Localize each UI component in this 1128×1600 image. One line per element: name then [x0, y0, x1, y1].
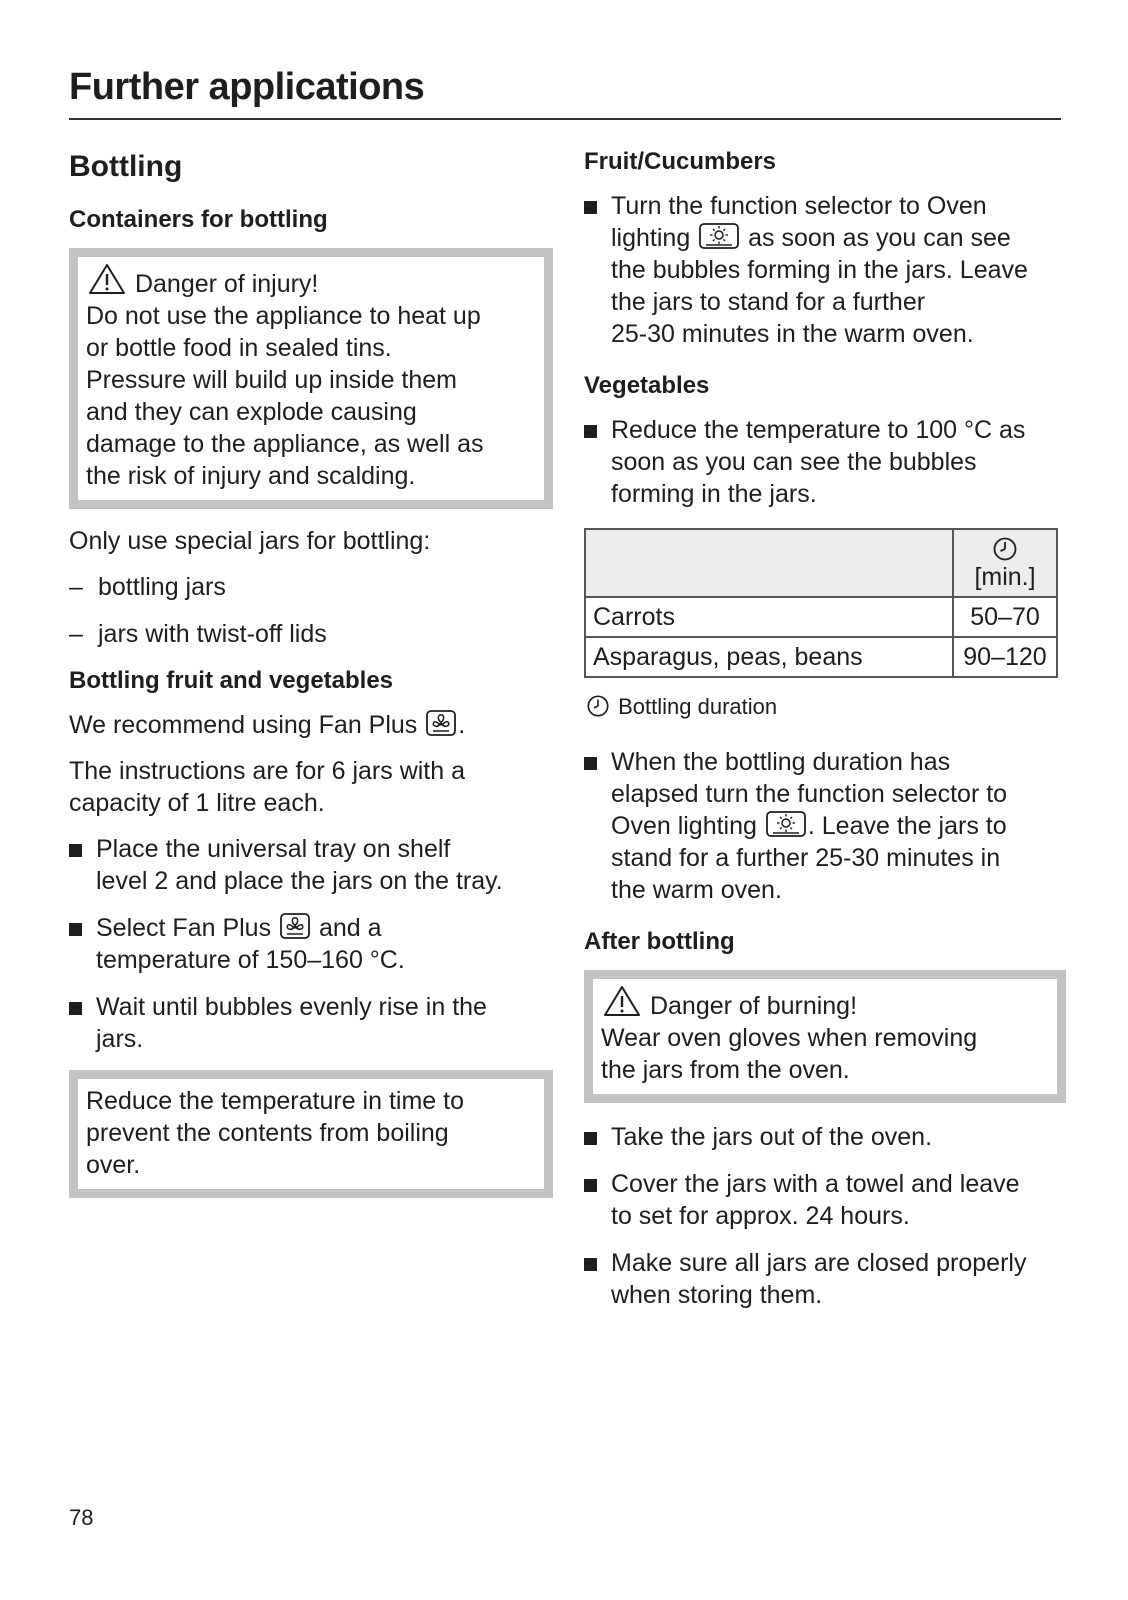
table-cell-duration: 50–70: [953, 597, 1057, 637]
step-line: Take the jars out of the oven.: [611, 1123, 933, 1151]
table-cell-name: Asparagus, peas, beans: [585, 637, 953, 677]
list-item: [584, 746, 1066, 906]
step-line: Make sure all jars are closed properly: [611, 1249, 1027, 1277]
special-jars-intro: Only use special jars for bottling:: [69, 527, 431, 555]
list-item: [69, 912, 553, 976]
step-line: Wait until bubbles evenly rise in the: [96, 993, 487, 1021]
warning-triangle-icon: [603, 985, 641, 1017]
oven-lighting-icon: [766, 811, 806, 837]
table-header-row: [585, 529, 1057, 597]
injury-warning-line: the risk of injury and scalding.: [86, 462, 416, 490]
step-line: forming in the jars.: [611, 480, 817, 508]
step-line: . Leave the jars to: [807, 812, 1007, 840]
injury-warning-line: Do not use the appliance to heat up: [86, 302, 481, 330]
step-line: the warm oven.: [611, 876, 782, 904]
step-line: elapsed turn the function selector to: [611, 780, 1008, 808]
injury-warning-box: [69, 248, 553, 509]
duration-table: [584, 528, 1058, 678]
fan-plus-icon: [280, 913, 310, 939]
instructions-line: The instructions are for 6 jars with a: [69, 757, 465, 785]
instructions-paragraph: [69, 755, 553, 819]
injury-warning-line: and they can explode causing: [86, 398, 417, 426]
section-title: Bottling: [69, 150, 183, 183]
step-line: jars.: [96, 1025, 144, 1053]
burn-warning-line: the jars from the oven.: [601, 1056, 850, 1084]
veg-heading: Vegetables: [584, 372, 710, 399]
table-cell-duration: 90–120: [953, 637, 1057, 677]
bullet-square: [584, 1258, 597, 1271]
burn-warning-box: [584, 970, 1066, 1103]
list-item: [584, 414, 1066, 510]
recommend-paragraph: [69, 709, 553, 741]
fruit-heading: Fruit/Cucumbers: [584, 148, 777, 175]
after-heading: After bottling: [584, 928, 735, 955]
fruit-veg-heading: Bottling fruit and vegetables: [69, 667, 394, 694]
step-line: 25-30 minutes in the warm oven.: [611, 320, 974, 348]
after-steps-list: [584, 1121, 1066, 1311]
step-line: Select Fan Plus: [96, 914, 272, 942]
step-line: stand for a further 25-30 minutes in: [611, 844, 1001, 872]
step-line: soon as you can see the bubbles: [611, 448, 977, 476]
recommend-end: .: [458, 711, 466, 739]
injury-warning-title: Danger of injury!: [134, 270, 319, 298]
bullet-square: [69, 1002, 82, 1015]
containers-heading: Containers for bottling: [69, 206, 328, 233]
page-number: 78: [69, 1505, 94, 1530]
step-line: and a: [319, 914, 382, 942]
bullet-square: [584, 1132, 597, 1145]
bottling-steps-list: [69, 833, 553, 1055]
table-header-cell-empty: [585, 529, 953, 597]
oven-lighting-icon: [699, 223, 739, 249]
bullet-square: [584, 425, 597, 438]
bullet-square: [584, 1179, 597, 1192]
table-cell-name: Carrots: [585, 597, 953, 637]
injury-warning-line: or bottle food in sealed tins.: [86, 334, 392, 362]
left-column: [69, 140, 553, 1214]
instructions-line: capacity of 1 litre each.: [69, 789, 325, 817]
clock-icon: [992, 536, 1018, 562]
list-item: – bottling jars: [69, 571, 553, 603]
step-line: Reduce the temperature to 100 °C as: [611, 416, 1026, 444]
step-line: Turn the function selector to Oven: [611, 192, 987, 220]
step-line: as soon as you can see: [748, 224, 1011, 252]
list-item: [69, 991, 553, 1055]
burn-warning-title: Danger of burning!: [649, 992, 858, 1020]
injury-warning-title-line: [86, 263, 530, 300]
list-item: [584, 190, 1066, 350]
table-unit: [min.]: [974, 563, 1036, 591]
table-row: [585, 597, 1057, 637]
right-column: [584, 146, 1066, 1326]
injury-warning-line: damage to the appliance, as well as: [86, 430, 484, 458]
step-line: Cover the jars with a towel and leave: [611, 1170, 1020, 1198]
step-line: the jars to stand for a further: [611, 288, 926, 316]
table-legend: [584, 692, 1066, 722]
injury-warning-line: Pressure will build up inside them: [86, 366, 458, 394]
step-line: When the bottling duration has: [611, 748, 951, 776]
fruit-steps-list: [584, 190, 1066, 350]
bullet-square: [584, 201, 597, 214]
warning-triangle-icon: [88, 263, 126, 295]
clock-icon: [586, 694, 610, 718]
bullet-square: [69, 923, 82, 936]
table-header-cell-duration: [953, 529, 1057, 597]
note-box: [69, 1070, 553, 1198]
recommend-text: We recommend using Fan Plus: [69, 711, 418, 739]
elapsed-steps-list: [584, 746, 1066, 906]
list-item: [584, 1247, 1066, 1311]
fan-plus-icon: [426, 710, 456, 736]
legend-text: Bottling duration: [618, 694, 778, 719]
bullet-square: [69, 844, 82, 857]
step-line: Oven lighting: [611, 812, 757, 840]
page-title: Further applications: [69, 66, 425, 108]
list-item: [584, 1168, 1066, 1232]
list-item: [584, 1121, 1066, 1153]
note-line: prevent the contents from boiling: [86, 1119, 449, 1147]
note-line: over.: [86, 1151, 141, 1179]
veg-steps-list: [584, 414, 1066, 510]
step-line: the bubbles forming in the jars. Leave: [611, 256, 1028, 284]
list-item: – jars with twist-off lids: [69, 618, 553, 650]
step-line: level 2 and place the jars on the tray.: [96, 867, 503, 895]
note-line: Reduce the temperature in time to: [86, 1087, 464, 1115]
step-line: when storing them.: [611, 1281, 823, 1309]
step-line: temperature of 150–160 °C.: [96, 946, 405, 974]
bullet-square: [584, 757, 597, 770]
table-row: [585, 637, 1057, 677]
step-line: Place the universal tray on shelf: [96, 835, 451, 863]
burn-warning-title-line: [601, 985, 1043, 1022]
jar-types-list: [69, 571, 553, 650]
step-line: lighting: [611, 224, 691, 252]
list-item: [69, 833, 553, 897]
burn-warning-line: Wear oven gloves when removing: [601, 1024, 978, 1052]
step-line: to set for approx. 24 hours.: [611, 1202, 910, 1230]
title-divider: [69, 118, 1061, 120]
